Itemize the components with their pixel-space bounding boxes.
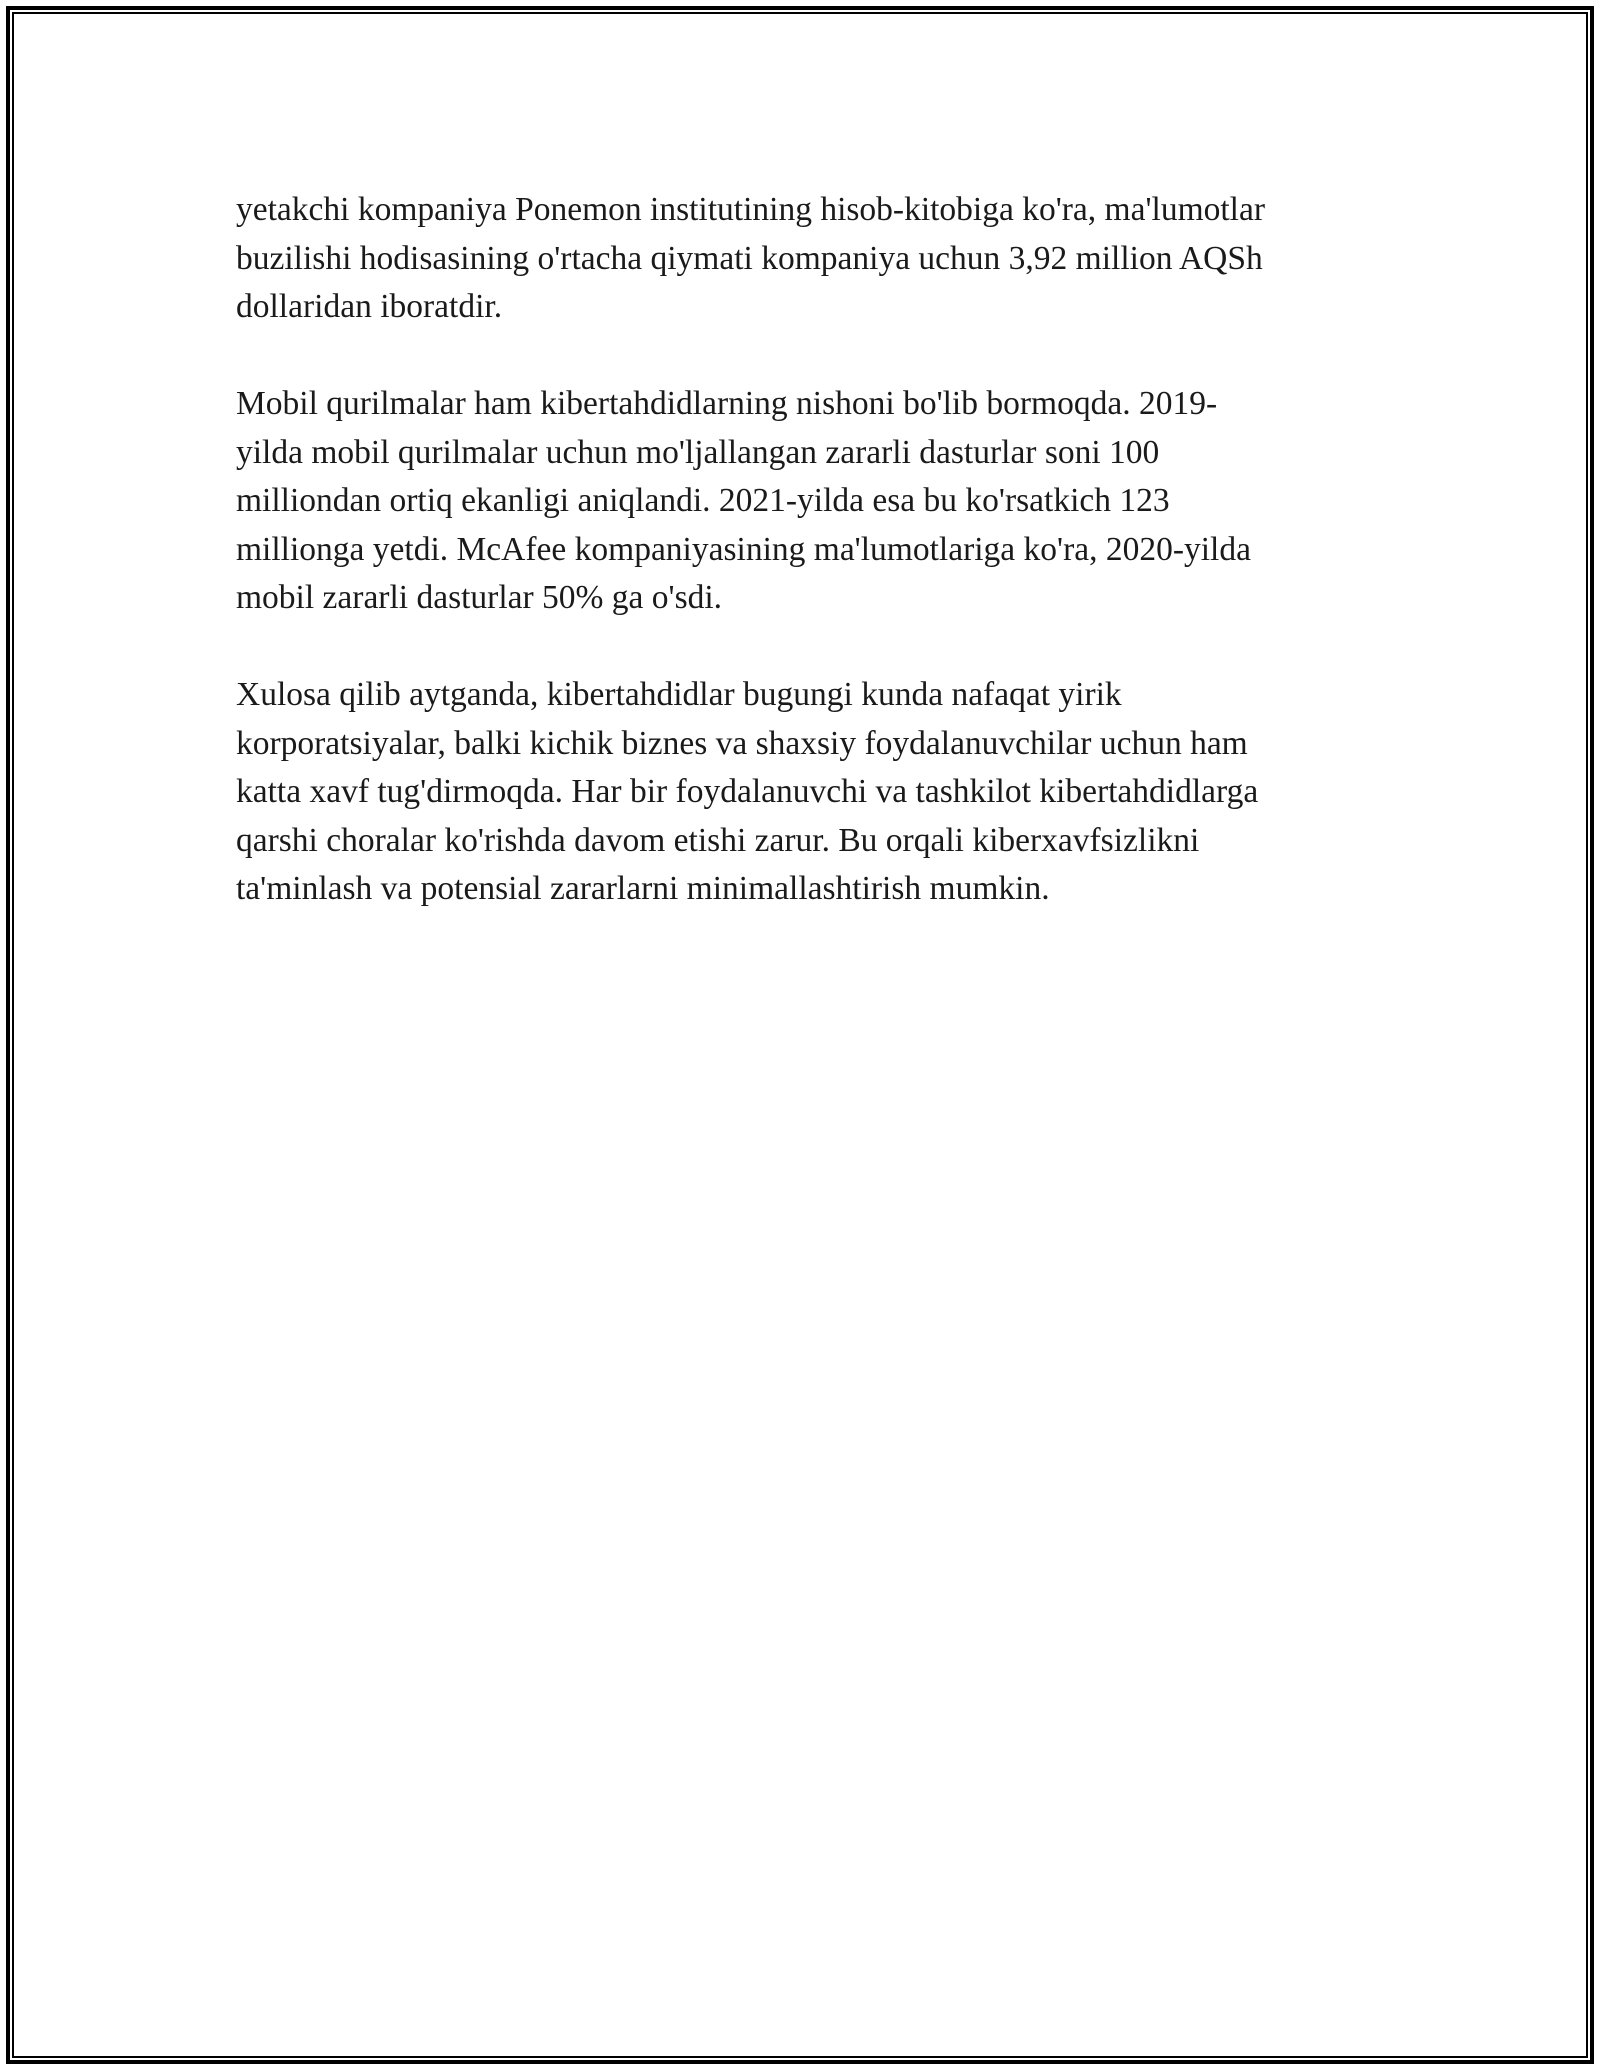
text-line: Mobil qurilmalar ham kibertahdidlarning nishoni bo'lib bormoqda. 2019- [236, 385, 1218, 422]
text-line: dollaridan iboratdir. [236, 288, 503, 325]
text-line: yetakchi kompaniya Ponemon institutining hisob-kitobiga ko'ra, ma'lumotlar [236, 191, 1266, 228]
text-line: buzilishi hodisasining o'rtacha qiymati kompaniya uchun 3,92 million AQSh [236, 239, 1263, 277]
paragraph-conclusion [236, 671, 1366, 914]
text-line: ta'minlash va potensial zararlarni minimallashtirish mumkin. [236, 870, 1050, 907]
text-line: Xulosa qilib aytganda, kibertahdidlar bugungi kunda nafaqat yirik [236, 676, 1122, 713]
document-body [236, 186, 1366, 962]
text-line: katta xavf tug'dirmoqda. Har bir foydalanuvchi va tashkilot kibertahdidlarga [236, 773, 1259, 810]
text-line: qarshi choralar ko'rishda davom etishi zarur. Bu orqali kiberxavfsizlikni [236, 821, 1200, 859]
paragraph-mobile-threats [236, 380, 1366, 623]
text-line: korporatsiyalar, balki kichik biznes va shaxsiy foydalanuvchilar uchun ham [236, 724, 1248, 762]
text-line: mobil zararli dasturlar 50% ga o'sdi. [236, 579, 723, 616]
text-line: yilda mobil qurilmalar uchun mo'ljallangan zararli dasturlar soni 100 [236, 433, 1160, 471]
text-line: milliondan ortiq ekanligi aniqlandi. 2021-yilda esa bu ko'rsatkich 123 [236, 482, 1170, 519]
paragraph-breach-cost [236, 186, 1366, 332]
text-line: millionga yetdi. McAfee kompaniyasining ma'lumotlariga ko'ra, 2020-yilda [236, 530, 1251, 568]
